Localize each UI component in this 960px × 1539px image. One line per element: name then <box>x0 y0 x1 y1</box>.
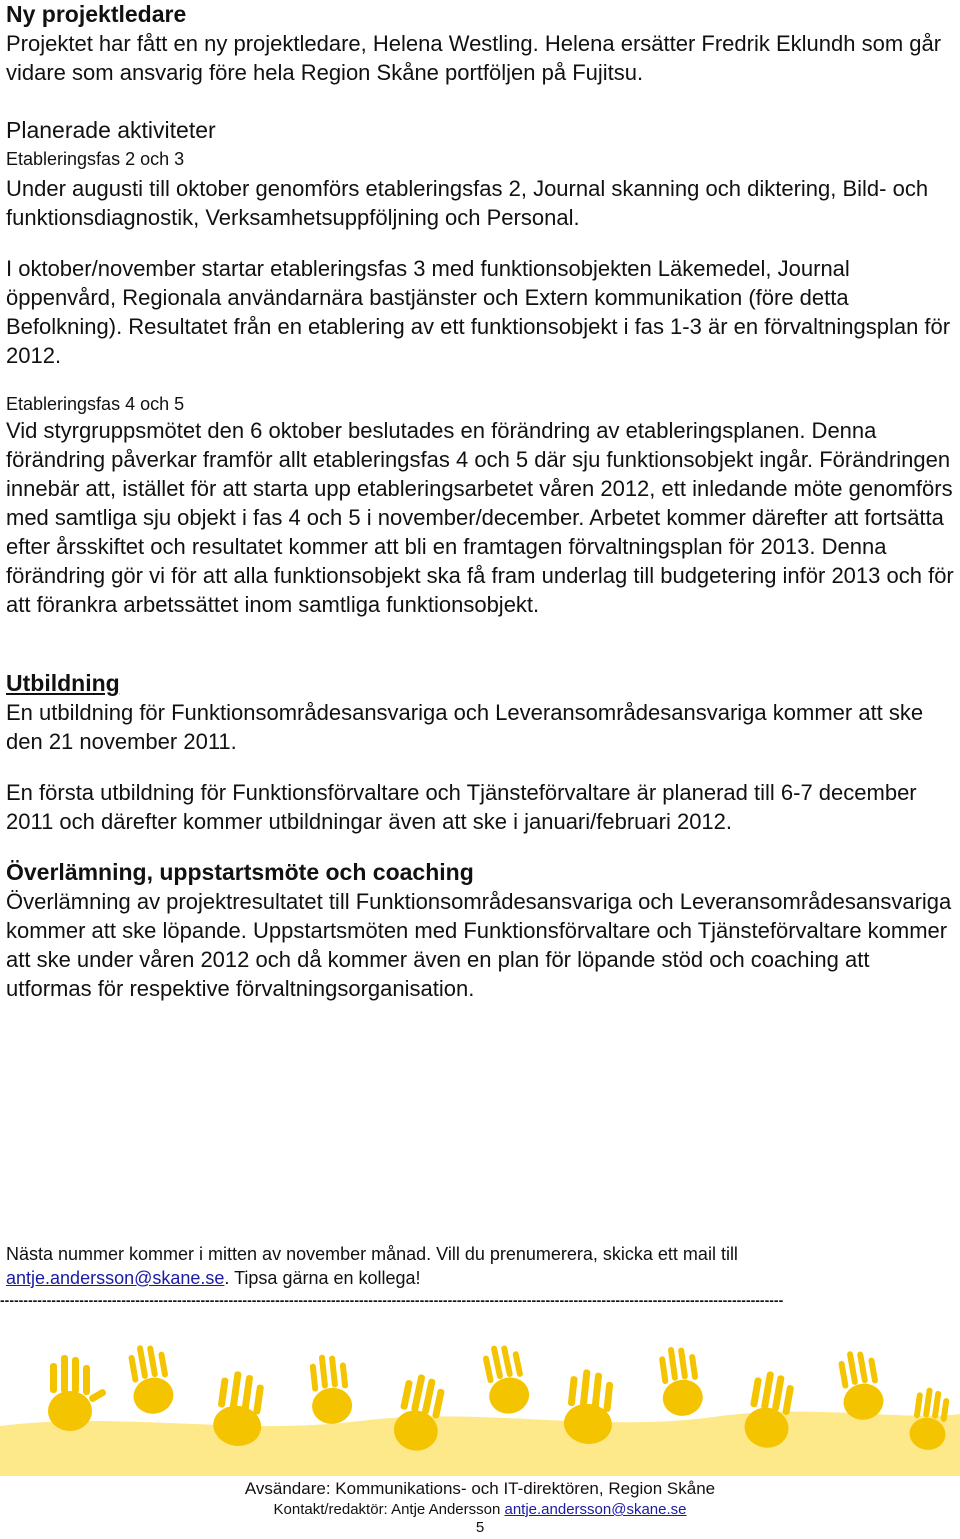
spacer <box>6 619 956 669</box>
contact-line <box>0 1500 960 1520</box>
heading-education: Utbildning <box>6 670 120 696</box>
spacer <box>6 232 956 254</box>
heading-planned-activities: Planerade aktiviteter <box>6 117 216 143</box>
heading-handover: Överlämning, uppstartsmöte och coaching <box>6 859 474 885</box>
paragraph-handover: Överlämning av projektresultatet till Funktionsområdesansvariga och Leveransområdesansvariga kommer att ske löpande. Uppstartsmöten med Funktionsförvaltare och Tjänsteförvaltare kommer att ske under våren 2012 och då kommer även en plan för löpande stöd och coaching att utformas för respektive förvaltningsorganisation. <box>6 889 952 1001</box>
subheading-phase-2-3: Etableringsfas 2 och 3 <box>6 149 185 169</box>
spacer <box>6 87 956 116</box>
sender-line: Avsändare: Kommunikations- och IT-direktören, Region Skåne <box>244 1479 716 1498</box>
spacer <box>6 370 956 392</box>
yellow-handprint-banner <box>0 1316 960 1476</box>
paragraph-phase-4-5: Vid styrgruppsmötet den 6 oktober beslutades en förändring av etableringsplanen. Denna förändring påverkar framför allt etableringsfas 4 och 5 där sju funktionsobjekt ingår. Förändringen innebär att, istället för att starta upp etableringsarbetet våren 2012, ett inledande möte genomförs med samtliga sju objekt i fas 4 och 5 i november/december. Arbetet kommer därefter att fortsätta efter årsskiftet och resultatet kommer att bli en framtagen förvaltningsplan för 2013. Denna förändring gör vi för att alla funktionsobjekt ska få fram underlag till budgetering inför 2013 och för att förankra arbetssättet inom samtliga funktionsobjekt. <box>6 418 954 617</box>
document-body <box>6 0 956 1003</box>
paragraph-new-project-leader: Projektet har fått en ny projektledare, Helena Westling. Helena ersätter Fredrik Eklundh som går vidare som ansvarig före hela Region Skåne portföljen på Fujitsu. <box>6 31 942 85</box>
newsletter-note-text: Nästa nummer kommer i mitten av november månad. Vill du prenumerera, skicka ett mail till <box>6 1244 738 1264</box>
subscribe-email-link[interactable]: antje.andersson@skane.se <box>6 1268 225 1288</box>
spacer <box>6 756 956 778</box>
heading-new-project-leader: Ny projektledare <box>6 1 187 27</box>
page-number: 5 <box>475 1519 485 1536</box>
spacer <box>6 836 956 858</box>
paragraph-phase-2: Under augusti till oktober genomförs etableringsfas 2, Journal skanning och diktering, Bild- och funktionsdiagnostik, Verksamhetsuppföljning och Personal. <box>6 176 929 230</box>
contact-prefix: Kontakt/redaktör: Antje Andersson <box>273 1501 505 1518</box>
subheading-phase-4-5: Etableringsfas 4 och 5 <box>6 394 185 414</box>
contact-email-link[interactable]: antje.andersson@skane.se <box>504 1501 687 1518</box>
newsletter-note-tip: . Tipsa gärna en kollega! <box>224 1268 421 1288</box>
paragraph-education-1: En utbildning för Funktionsområdesansvariga och Leveransområdesansvariga kommer att ske den 21 november 2011. <box>6 700 924 754</box>
dashed-divider: ------------------------------------------------------------------------------------------------------------------------------------------------------------------------ <box>0 1292 784 1308</box>
newsletter-note <box>6 1242 956 1290</box>
paragraph-phase-3: I oktober/november startar etableringsfas 3 med funktionsobjekten Läkemedel, Journal öppenvård, Regionala användarnära bastjänster och Extern kommunikation (före detta Befolkning). Resultatet från en etablering av ett funktionsobjekt i fas 1-3 är en förvaltningsplan för 2012. <box>6 256 951 368</box>
paragraph-education-2: En första utbildning för Funktionsförvaltare och Tjänsteförvaltare är planerad till 6-7 december 2011 och därefter kommer utbildningar även att ske i januari/februari 2012. <box>6 780 917 834</box>
